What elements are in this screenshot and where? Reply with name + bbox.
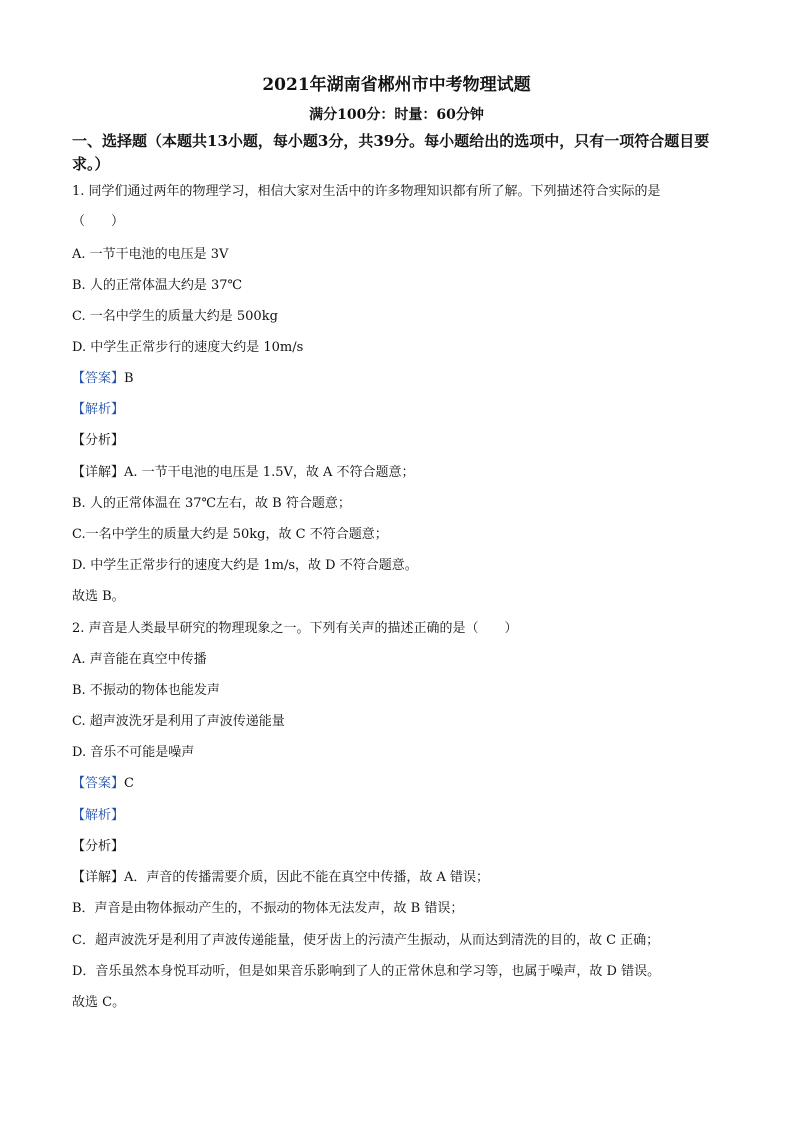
question-1-option-b: B. 人的正常体温大约是 37℃ bbox=[72, 278, 243, 293]
answer-value: B bbox=[124, 371, 134, 386]
question-2-detail-c: C．超声波洗牙是利用了声波传递能量，使牙齿上的污渍产生振动，从而达到清洗的目的，故 C 正确； bbox=[72, 933, 660, 948]
page-title: 2021年湖南省郴州市中考物理试题 bbox=[262, 75, 531, 95]
question-1-answer bbox=[72, 370, 134, 388]
exam-info: 满分100分：时量：60分钟 bbox=[309, 107, 484, 123]
question-1-option-c: C. 一名中学生的质量大约是 500kg bbox=[72, 309, 278, 324]
answer-value: C bbox=[124, 776, 134, 791]
question-1-detail bbox=[72, 464, 415, 482]
detail-tag: 【详解】 bbox=[72, 465, 125, 480]
detail-first: A．声音的传播需要介质，因此不能在真空中传播，故 A 错误； bbox=[124, 870, 490, 885]
question-2-detail bbox=[72, 869, 489, 887]
question-2-detail-d: D．音乐虽然本身悦耳动听，但是如果音乐影响到了人的正常休息和学习等，也属于噪声，故 D 错误。 bbox=[72, 964, 661, 979]
question-1-paren: （ ） bbox=[72, 214, 125, 229]
question-2-option-d: D. 音乐不可能是噪声 bbox=[72, 745, 195, 760]
answer-tag: 【答案】 bbox=[72, 371, 125, 386]
question-1-jiexi: 【解析】 bbox=[72, 402, 125, 417]
detail-tag: 【详解】 bbox=[72, 870, 125, 885]
question-2-option-c: C. 超声波洗牙是利用了声波传递能量 bbox=[72, 714, 285, 729]
question-2-fenxi: 【分析】 bbox=[72, 839, 125, 854]
question-1-detail-c: C.一名中学生的质量大约是 50kg，故 C 不符合题意； bbox=[72, 527, 388, 542]
question-1-conclusion: 故选 B。 bbox=[72, 589, 125, 604]
question-2-stem: 2. 声音是人类最早研究的物理现象之一。下列有关声的描述正确的是（ ） bbox=[72, 621, 518, 636]
question-2-option-a: A. 声音能在真空中传播 bbox=[72, 652, 207, 667]
question-2-conclusion: 故选 C。 bbox=[72, 995, 126, 1010]
section-heading: 一、选择题（本题共13小题，每小题3分，共39分。每小题给出的选项中，只有一项符合题目要求。） bbox=[72, 132, 710, 173]
question-1-option-d: D. 中学生正常步行的速度大约是 10m/s bbox=[72, 340, 304, 355]
answer-tag: 【答案】 bbox=[72, 776, 125, 791]
question-1-detail-b: B. 人的正常体温在 37℃左右，故 B 符合题意； bbox=[72, 496, 351, 511]
question-2-jiexi: 【解析】 bbox=[72, 808, 125, 823]
question-1-fenxi: 【分析】 bbox=[72, 433, 125, 448]
question-2-option-b: B. 不振动的物体也能发声 bbox=[72, 683, 220, 698]
question-1-option-a: A. 一节干电池的电压是 3V bbox=[72, 247, 229, 262]
question-2-detail-b: B．声音是由物体振动产生的，不振动的物体无法发声，故 B 错误； bbox=[72, 901, 464, 916]
detail-first: A. 一节干电池的电压是 1.5V，故 A 不符合题意； bbox=[124, 465, 415, 480]
question-1-detail-d: D. 中学生正常步行的速度大约是 1m/s，故 D 不符合题意。 bbox=[72, 558, 418, 573]
question-1-stem: 1. 同学们通过两年的物理学习，相信大家对生活中的许多物理知识都有所了解。下列描述符合实际的是 bbox=[72, 184, 661, 199]
question-2-answer bbox=[72, 775, 134, 793]
